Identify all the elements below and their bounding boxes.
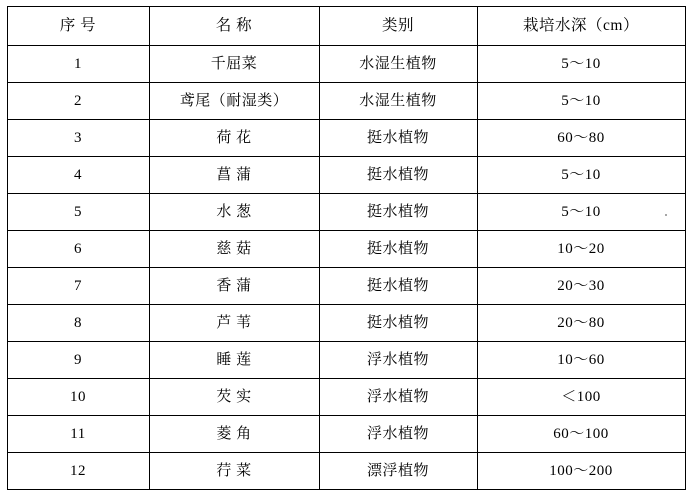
cell-depth: 10～20 [477,231,685,268]
cell-index: 12 [7,453,149,490]
table-row [7,416,685,453]
cell-name: 鸢尾（耐湿类） [149,83,319,120]
cell-name: 慈 菇 [149,231,319,268]
table-row [7,231,685,268]
cell-index: 8 [7,305,149,342]
cell-index: 4 [7,157,149,194]
cell-index: 11 [7,416,149,453]
cell-index: 7 [7,268,149,305]
cell-depth: 5～10 [477,46,685,83]
table-row [7,157,685,194]
cell-index: 10 [7,379,149,416]
cell-type: 挺水植物 [319,305,477,342]
cell-type: 浮水植物 [319,379,477,416]
table-row [7,453,685,490]
cell-type: 水湿生植物 [319,46,477,83]
table-row [7,305,685,342]
cell-depth: ＜100 [477,379,685,416]
cell-name: 荇 菜 [149,453,319,490]
cell-index: 2 [7,83,149,120]
cell-name: 芦 苇 [149,305,319,342]
cell-depth: 20～80 [477,305,685,342]
cell-name: 芡 实 [149,379,319,416]
cell-type: 挺水植物 [319,268,477,305]
page-speck [665,214,667,216]
cell-depth: 5～10 [477,194,685,231]
cell-name: 菱 角 [149,416,319,453]
cell-name: 千屈菜 [149,46,319,83]
aquatic-plant-table [7,6,686,490]
table-row [7,379,685,416]
table-row [7,342,685,379]
cell-depth: 100～200 [477,453,685,490]
cell-type: 挺水植物 [319,194,477,231]
column-header-depth: 栽培水深（cm） [477,7,685,46]
table-body [7,46,685,490]
cell-type: 挺水植物 [319,231,477,268]
table-row [7,194,685,231]
table-header [7,7,685,46]
cell-type: 挺水植物 [319,157,477,194]
column-header-name: 名 称 [149,7,319,46]
table-row [7,83,685,120]
cell-index: 3 [7,120,149,157]
table-row [7,120,685,157]
cell-index: 9 [7,342,149,379]
column-header-index: 序 号 [7,7,149,46]
cell-type: 挺水植物 [319,120,477,157]
table-row [7,268,685,305]
cell-name: 睡 莲 [149,342,319,379]
cell-type: 漂浮植物 [319,453,477,490]
cell-index: 5 [7,194,149,231]
cell-depth: 60～100 [477,416,685,453]
column-header-type: 类别 [319,7,477,46]
cell-type: 浮水植物 [319,416,477,453]
cell-depth: 10～60 [477,342,685,379]
cell-name: 水 葱 [149,194,319,231]
table-header-row [7,7,685,46]
cell-depth: 60～80 [477,120,685,157]
cell-name: 香 蒲 [149,268,319,305]
cell-depth: 5～10 [477,157,685,194]
cell-index: 6 [7,231,149,268]
cell-name: 菖 蒲 [149,157,319,194]
cell-type: 水湿生植物 [319,83,477,120]
table-row [7,46,685,83]
cell-depth: 5～10 [477,83,685,120]
cell-index: 1 [7,46,149,83]
cell-type: 浮水植物 [319,342,477,379]
cell-depth: 20～30 [477,268,685,305]
cell-name: 荷 花 [149,120,319,157]
